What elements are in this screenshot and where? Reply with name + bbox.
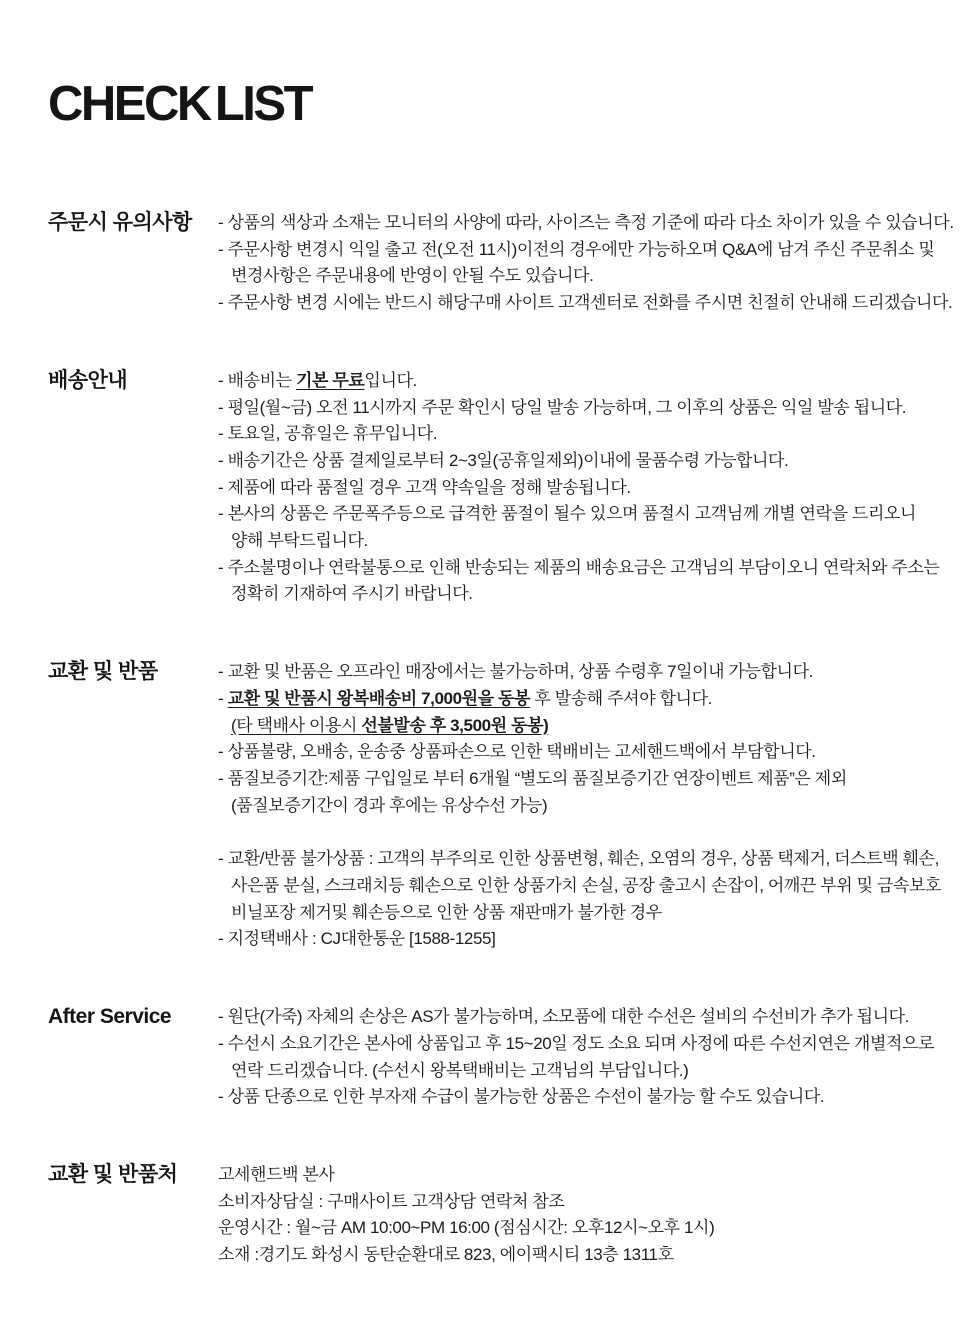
text-segment: 양해 부탁드립니다. <box>231 531 368 551</box>
text-line <box>218 528 939 555</box>
text-line <box>218 421 939 448</box>
section-heading: 교환 및 반품 <box>48 660 158 684</box>
text-segment: - 주문사항 변경 시에는 반드시 해당구매 사이트 고객센터로 전화를 주시면 친절히 안내해 드리겠습니다. <box>218 293 953 313</box>
text-line <box>218 448 939 475</box>
text-segment: - 본사의 상품은 주문폭주등으로 급격한 품절이 될수 있으며 품절시 고객님께 개별 연락을 드리오니 <box>218 504 917 524</box>
text-line <box>218 1084 934 1111</box>
section-content <box>218 1003 934 1111</box>
text-segment: 후 발송해 주셔야 합니다. <box>530 688 712 708</box>
section-order-notes <box>48 209 954 317</box>
section-heading: 교환 및 반품처 <box>48 1162 178 1186</box>
text-segment: 연락 드리겠습니다. (수선시 왕복택배비는 고객님의 부담입니다.) <box>231 1060 689 1080</box>
section-heading: After Service <box>48 1005 172 1029</box>
text-line <box>218 1215 912 1242</box>
text-segment: (품질보증기간이 경과 후에는 유상수선 가능) <box>231 795 548 815</box>
section-shipping-info <box>48 367 940 608</box>
text-line <box>218 1242 912 1269</box>
text-segment: 비닐포장 제거및 훼손등으로 인한 상품 재판매가 불가한 경우 <box>231 902 662 922</box>
text-segment: - <box>218 688 228 708</box>
text-line <box>218 739 941 766</box>
text-line <box>218 793 941 820</box>
text-segment: - 지정택배사 : CJ대한통운 [1588-1255] <box>218 929 496 949</box>
text-segment: 기본 무료 <box>296 370 365 390</box>
text-segment: 선불발송 후 3,500원 동봉) <box>361 715 549 735</box>
text-line <box>218 555 939 582</box>
section-exchange-return <box>48 658 942 953</box>
text-segment: - 주소불명이나 연락불통으로 인해 반송되는 제품의 배송요금은 고객님의 부담이오니 연락처와 주소는 <box>218 557 940 577</box>
text-segment: 변경사항은 주문내용에 반영이 안될 수도 있습니다. <box>231 266 594 286</box>
section-content <box>218 209 954 317</box>
section-heading: 배송안내 <box>48 368 128 392</box>
text-line <box>218 1162 912 1189</box>
text-line <box>218 713 941 740</box>
text-segment: - 상품불량, 오배송, 운송중 상품파손으로 인한 택배비는 고세핸드백에서 부담합니다. <box>218 742 816 762</box>
section-return-address <box>48 1161 912 1269</box>
text-segment: 사은품 분실, 스크래치등 훼손으로 인한 상품가치 손실, 공장 출고시 손잡이, 어깨끈 부위 및 금속보호 <box>231 876 942 896</box>
text-line <box>218 686 941 713</box>
text-line <box>218 1031 934 1058</box>
text-line <box>218 1189 912 1216</box>
text-segment: - 교환 및 반품은 오프라인 매장에서는 불가능하며, 상품 수령후 7일이내 가능합니다. <box>218 662 813 682</box>
text-segment: 소비자상담실 : 구매사이트 고객상담 연락처 참조 <box>218 1191 565 1211</box>
text-segment: - 제품에 따라 품절일 경우 고객 약속일을 정해 발송됩니다. <box>218 477 631 497</box>
section-heading: 주문시 유의사항 <box>48 211 192 234</box>
section-content <box>218 658 941 953</box>
text-segment: 입니다. <box>364 370 417 390</box>
text-segment: - 원단(가죽) 자체의 손상은 AS가 불가능하며, 소모품에 대한 수선은 설비의 수선비가 추가 됩니다. <box>218 1007 909 1027</box>
text-segment: - 품질보증기간:제품 구입일로 부터 6개월 “별도의 품질보증기간 연장이벤트 제품”은 제외 <box>218 768 847 788</box>
text-segment: - 주문사항 변경시 익일 출고 전(오전 11시)이전의 경우에만 가능하오며 Q&A에 남겨 주신 주문취소 및 <box>218 239 935 259</box>
text-line <box>218 766 941 793</box>
text-segment: (타 택배사 이용시 <box>231 715 362 735</box>
text-line <box>218 395 939 422</box>
text-segment: 소재 :경기도 화성시 동탄순환대로 823, 에이팩시티 13층 1311호 <box>218 1245 674 1265</box>
text-line <box>218 210 954 237</box>
text-segment: - 평일(월~금) 오전 11시까지 주문 확인시 당일 발송 가능하며, 그 이후의 상품은 익일 발송 됩니다. <box>218 397 907 417</box>
text-segment: - 배송비는 <box>218 370 296 390</box>
text-segment: - 상품의 색상과 소재는 모니터의 사양에 따라, 사이즈는 측정 기준에 따라 다소 차이가 있을 수 있습니다. <box>218 213 954 232</box>
text-line <box>218 846 941 873</box>
text-line <box>218 900 941 927</box>
text-line <box>218 263 954 290</box>
text-line <box>218 290 954 317</box>
page-title: CHECK LIST <box>48 77 311 131</box>
text-line <box>218 368 939 395</box>
text-segment: 정확히 기재하여 주시기 바랍니다. <box>231 584 473 604</box>
text-line <box>218 926 941 953</box>
text-line <box>218 475 939 502</box>
text-line <box>218 1058 934 1085</box>
section-content <box>218 1161 912 1269</box>
text-segment: 운영시간 : 월~금 AM 10:00~PM 16:00 (점심시간: 오후12시~오후 1시) <box>218 1218 715 1238</box>
text-line <box>218 501 939 528</box>
text-segment: - 상품 단종으로 인한 부자재 수급이 불가능한 상품은 수선이 불가능 할 수도 있습니다. <box>218 1087 825 1107</box>
section-content <box>218 367 939 608</box>
text-segment: - 배송기간은 상품 결제일로부터 2~3일(공휴일제외)이내에 물품수령 가능합니다. <box>218 450 789 470</box>
text-line <box>218 1004 934 1031</box>
text-segment: - 토요일, 공휴일은 휴무입니다. <box>218 424 438 444</box>
section-after-service <box>48 1003 935 1111</box>
text-segment: - 수선시 소요기간은 본사에 상품입고 후 15~20일 정도 소요 되며 사정에 따른 수선지연은 개별적으로 <box>218 1033 935 1053</box>
text-line <box>218 581 939 608</box>
text-segment: - 교환/반품 불가상품 : 고객의 부주의로 인한 상품변형, 훼손, 오염의 경우, 상품 택제거, 더스트백 훼손, <box>218 849 939 869</box>
text-segment: 고세핸드백 본사 <box>218 1164 335 1184</box>
sections-container <box>48 209 954 1269</box>
text-line <box>218 237 954 264</box>
text-line <box>218 873 941 900</box>
text-line <box>218 659 941 686</box>
text-segment: 교환 및 반품시 왕복배송비 7,000원을 동봉 <box>227 688 531 708</box>
